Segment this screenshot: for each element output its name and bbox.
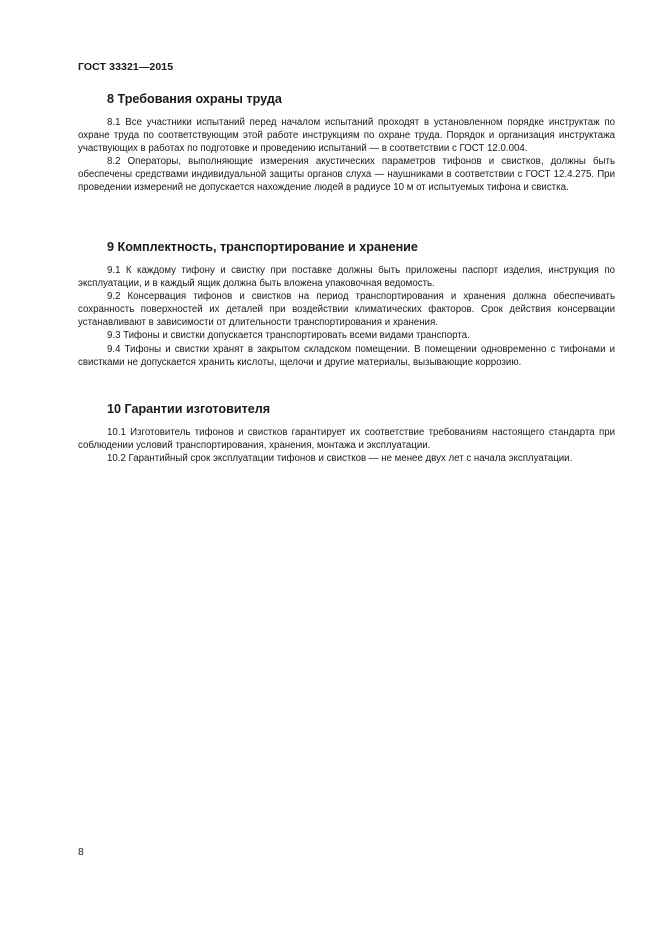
- paragraph-9-3: 9.3 Тифоны и свистки допускается транспортировать всеми видами транспорта.: [107, 330, 470, 342]
- paragraph-8-1: 8.1 Все участники испытаний перед началом испытаний проходят в установленном порядке инструктаж по охране труда по соответствующим этой работе инструкциям по охране труда. Порядок и организация инструктажа участвующих в работах по подготовке и проведению испытаний — в соответствии с ГОСТ 12.0.004.: [78, 117, 615, 155]
- section-title: 9 Комплектность, транспортирование и хранение: [107, 240, 418, 254]
- standard-header: ГОСТ 33321—2015: [78, 61, 174, 73]
- section-8-labor-safety: [78, 91, 615, 195]
- section-9-completeness-transport-storage: [78, 239, 615, 369]
- paragraph-9-1: 9.1 К каждому тифону и свистку при поставке должны быть приложены паспорт изделия, инструкция по эксплуатации, и в каждый ящик должна быть вложена упаковочная ведомость.: [78, 265, 615, 290]
- section-title: 8 Требования охраны труда: [107, 92, 282, 106]
- page-number: 8: [78, 846, 84, 858]
- paragraph-9-2: 9.2 Консервация тифонов и свистков на период транспортирования и хранения должна обеспечивать сохранность поверхностей их деталей при воздействии климатических факторов. Срок действия консервации устанавливают в зависимости от длительности транспортирования и хранения.: [78, 291, 615, 329]
- paragraph-10-2: 10.2 Гарантийный срок эксплуатации тифонов и свистков — не менее двух лет с начала эксплуатации.: [107, 453, 573, 465]
- paragraph-9-4: 9.4 Тифоны и свистки хранят в закрытом складском помещении. В помещении одновременно с тифонами и свистками не допускается хранить кислоты, щелочи и другие материалы, вызывающие коррозию.: [78, 343, 615, 368]
- section-title: 10 Гарантии изготовителя: [107, 402, 271, 416]
- section-10-manufacturer-warranty: [78, 401, 615, 465]
- paragraph-8-2: 8.2 Операторы, выполняющие измерения акустических параметров тифонов и свистков, должны быть обеспечены средствами индивидуальной защиты органов слуха — наушниками в соответствии с ГОСТ 12.4.275. При проведении измерений не допускается нахождение людей в радиусе 10 м от испытуемых тифона и свистка.: [78, 156, 615, 194]
- paragraph-10-1: 10.1 Изготовитель тифонов и свистков гарантирует их соответствие требованиям настоящего стандарта при соблюдении условий транспортирования, хранения, монтажа и эксплуатации.: [78, 427, 615, 452]
